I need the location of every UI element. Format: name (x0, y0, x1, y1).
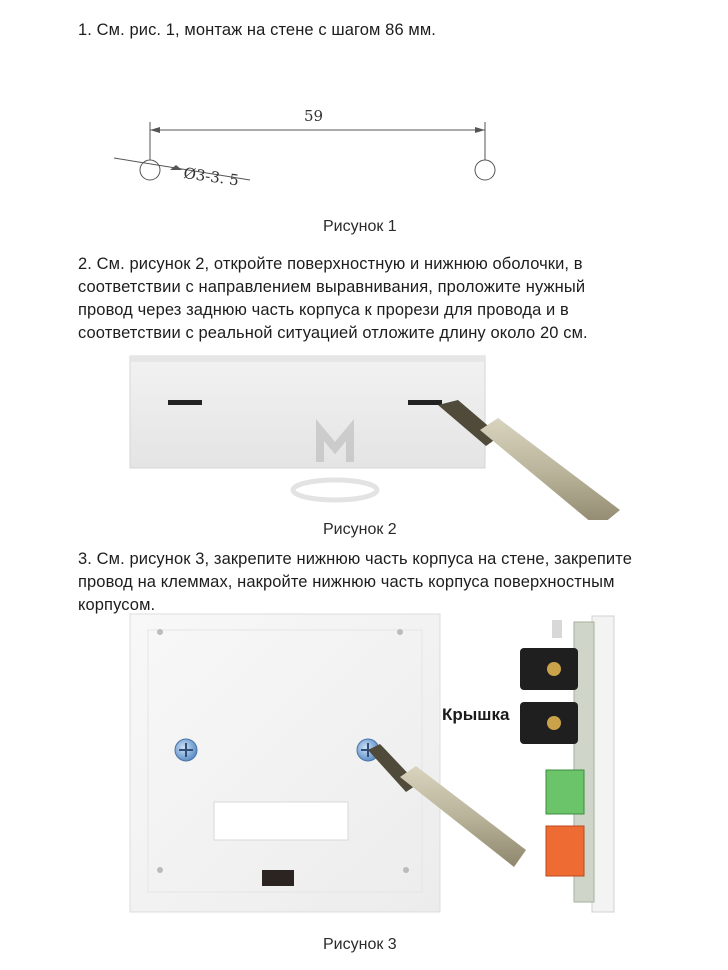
corner-hole-bl (157, 867, 163, 873)
step-1-text: 1. См. рис. 1, монтаж на стене с шагом 86 мм. (78, 21, 436, 39)
corner-hole-br (403, 867, 409, 873)
device-housing (130, 356, 485, 468)
distance-label: 59 (304, 107, 324, 125)
corner-hole-tr (397, 629, 403, 635)
figure-3-base-photo (128, 612, 528, 917)
hole-diameter-label: Ø3-3. 5 (182, 164, 241, 190)
housing-top-edge (130, 356, 485, 362)
figure-3-caption: Рисунок 3 (323, 936, 397, 953)
figure-1-caption: Рисунок 1 (323, 218, 397, 235)
right-slot (408, 400, 442, 405)
left-screw-icon (175, 739, 197, 761)
figure-3-side-photo (512, 612, 622, 917)
right-mount-hole (475, 160, 495, 180)
contact-screw-2 (547, 716, 561, 730)
step-3-text: 3. См. рисунок 3, закрепите нижнюю часть корпуса на стене, закрепите провод на клеммах, накройте нижнюю часть корпуса поверхностным корпусом. (78, 550, 632, 614)
step-2-text: 2. См. рисунок 2, откройте поверхностную и нижнюю оболочки, в соответствии с направлением выравнивания, проложите нужный провод через заднюю часть корпуса к прорези для провода и в соответствии с реальной ситуацией отложите длину около 20 см. (78, 255, 588, 342)
figure-2-caption: Рисунок 2 (323, 521, 397, 538)
figure-2-photo (120, 350, 620, 520)
contact-screw-1 (547, 662, 561, 676)
arrow-left-icon (150, 127, 160, 133)
orange-terminal-block (546, 826, 584, 876)
left-slot (168, 400, 202, 405)
corner-hole-tl (157, 629, 163, 635)
front-cover (592, 616, 614, 912)
green-terminal-block (546, 770, 584, 814)
arrow-right-icon (475, 127, 485, 133)
lid-label: Крышка (442, 705, 510, 724)
screwdriver-handle (480, 418, 620, 520)
cable-opening (214, 802, 348, 840)
pcb-component (552, 620, 562, 638)
bottom-clip (262, 870, 294, 886)
